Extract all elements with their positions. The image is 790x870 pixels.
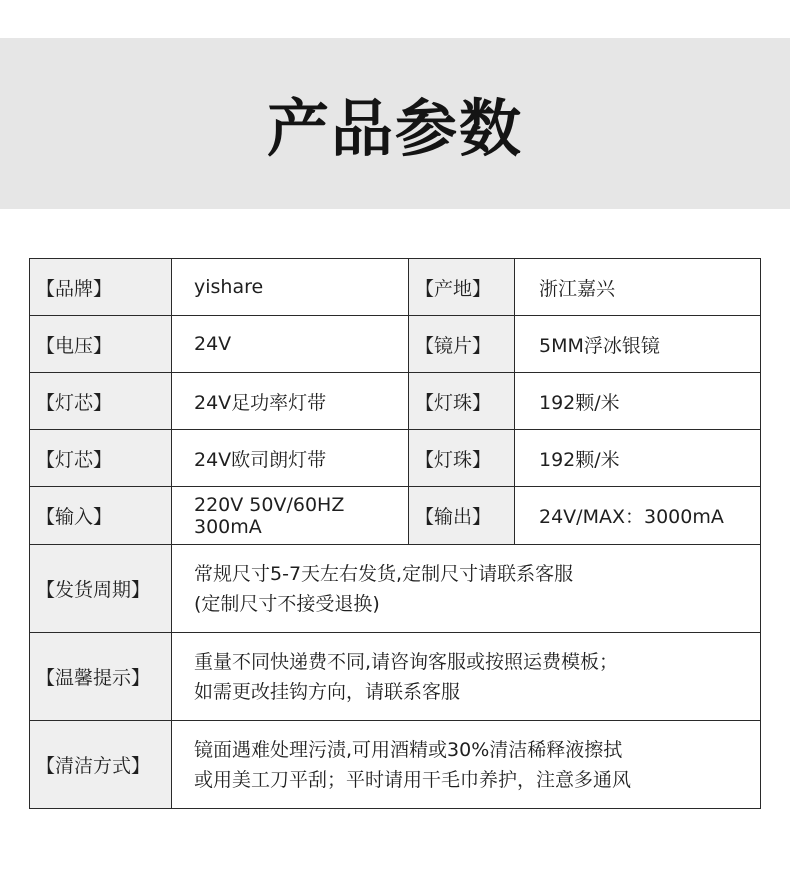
table-row: [30, 721, 761, 809]
row-value: 220V 50V/60HZ 300mA: [172, 487, 409, 545]
row-value-2: 5MM浮冰银镜: [515, 316, 761, 373]
row-label: 【灯芯】: [30, 430, 172, 487]
row-value-wide: [172, 721, 761, 809]
row-label-2: 【产地】: [409, 259, 515, 316]
row-value-2: 24V/MAX：3000mA: [515, 487, 761, 545]
row-label: 【电压】: [30, 316, 172, 373]
page-title: 产品参数: [266, 92, 523, 165]
row-text-line: 常规尺寸5-7天左右发货,定制尺寸请联系客服: [194, 562, 574, 585]
row-text-line: 如需更改挂钩方向，请联系客服: [194, 680, 461, 703]
row-value: 24V欧司朗灯带: [172, 430, 409, 487]
row-value: 24V足功率灯带: [172, 373, 409, 430]
table-row: [30, 430, 761, 487]
row-label: 【发货周期】: [30, 545, 172, 633]
row-text-line: 重量不同快递费不同,请咨询客服或按照运费模板；: [194, 650, 619, 673]
row-label: 【输入】: [30, 487, 172, 545]
row-label: 【温馨提示】: [30, 633, 172, 721]
table-row: [30, 316, 761, 373]
row-text-line: 或用美工刀平刮；平时请用干毛巾养护，注意多通风: [194, 768, 632, 791]
row-label: 【清洁方式】: [30, 721, 172, 809]
table-row: [30, 373, 761, 430]
table-row: [30, 259, 761, 316]
row-label-2: 【灯珠】: [409, 373, 515, 430]
row-value-2: 浙江嘉兴: [515, 259, 761, 316]
row-text-line: 镜面遇难处理污渍,可用酒精或30%清洁稀释液擦拭: [194, 738, 623, 761]
row-value-2: 192颗/米: [515, 430, 761, 487]
row-label: 【品牌】: [30, 259, 172, 316]
table-row: [30, 633, 761, 721]
row-label-2: 【镜片】: [409, 316, 515, 373]
title-band: [0, 38, 790, 209]
row-label-2: 【输出】: [409, 487, 515, 545]
row-label-2: 【灯珠】: [409, 430, 515, 487]
row-value-2: 192颗/米: [515, 373, 761, 430]
row-label: 【灯芯】: [30, 373, 172, 430]
spec-table: [29, 258, 761, 809]
row-value: yishare: [172, 259, 409, 316]
row-value: 24V: [172, 316, 409, 373]
row-value-wide: [172, 633, 761, 721]
row-value-wide: [172, 545, 761, 633]
table-row: [30, 545, 761, 633]
row-text-line: (定制尺寸不接受退换): [194, 592, 380, 615]
table-row: [30, 487, 761, 545]
